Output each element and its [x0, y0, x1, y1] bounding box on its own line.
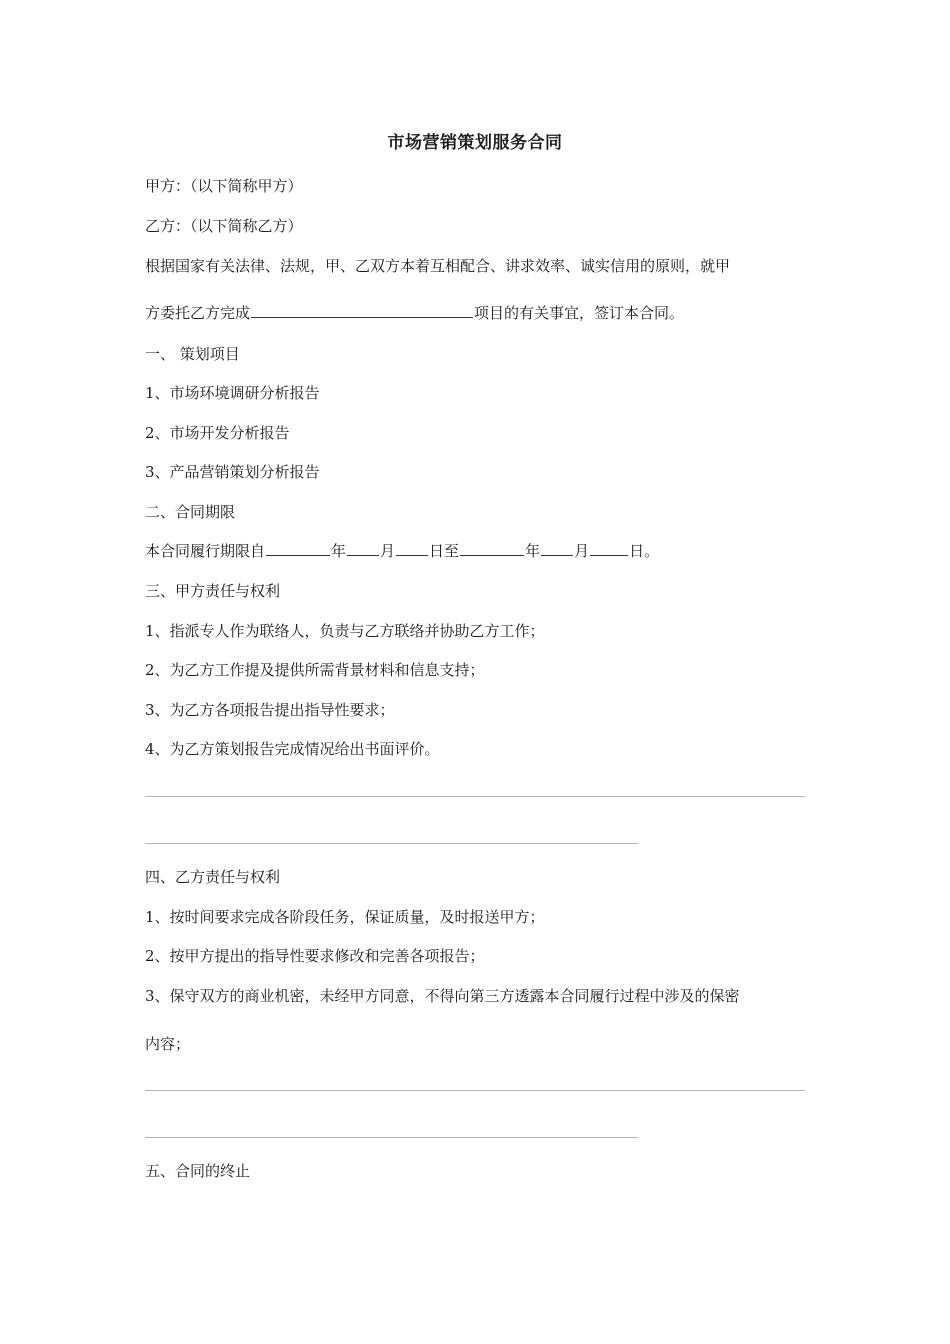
- term-month-label: 月: [380, 542, 396, 560]
- section-3-item-2: 2、为乙方工作提及提供所需背景材料和信息支持；: [145, 661, 485, 679]
- section-3-item-3: 3、为乙方各项报告提出指导性要求；: [145, 701, 395, 719]
- section-1-item-3: 3、产品营销策划分析报告: [145, 463, 320, 481]
- blank-writing-line: [145, 843, 638, 844]
- intro-line-2-after: 项目的有关事宜，签订本合同。: [474, 304, 685, 322]
- section-3-item-1: 1、指派专人作为联络人，负责与乙方联络并协助乙方工作；: [145, 622, 545, 640]
- term-end-label: 日。: [629, 542, 660, 560]
- contract-term-line: [145, 541, 659, 561]
- section-3-heading: 三、甲方责任与权利: [145, 582, 281, 600]
- intro-line-2: [145, 303, 684, 323]
- party-a-line: 甲方：（以下简称甲方）: [145, 177, 303, 195]
- section-4-heading: 四、乙方责任与权利: [145, 868, 281, 886]
- term-year-label: 年: [331, 542, 347, 560]
- section-1-item-2: 2、市场开发分析报告: [145, 424, 290, 442]
- document-title: 市场营销策划服务合同: [387, 133, 563, 153]
- start-day-blank: [396, 541, 428, 556]
- intro-line-1: 根据国家有关法律、法规，甲、乙双方本着互相配合、讲求效率、诚实信用的原则，就甲: [145, 257, 731, 275]
- term-year-label-2: 年: [525, 542, 541, 560]
- term-month-label-2: 月: [574, 542, 590, 560]
- end-year-blank: [460, 541, 524, 556]
- end-month-blank: [541, 541, 573, 556]
- party-b-line: 乙方：（以下简称乙方）: [145, 217, 303, 235]
- project-name-blank: [251, 303, 473, 318]
- end-day-blank: [590, 541, 628, 556]
- section-4-item-3-cont: 内容；: [145, 1035, 191, 1053]
- section-3-item-4: 4、为乙方策划报告完成情况给出书面评价。: [145, 740, 440, 758]
- section-4-item-1: 1、按时间要求完成各阶段任务，保证质量，及时报送甲方；: [145, 908, 545, 926]
- section-2-heading: 二、合同期限: [145, 503, 236, 521]
- start-month-blank: [347, 541, 379, 556]
- blank-writing-line: [145, 1090, 805, 1091]
- term-from-label: 本合同履行期限自: [145, 542, 266, 560]
- section-1-heading: 一、 策划项目: [145, 345, 240, 363]
- term-to-label: 日至: [429, 542, 460, 560]
- section-4-item-2: 2、按甲方提出的指导性要求修改和完善各项报告；: [145, 947, 485, 965]
- section-4-item-3: 3、保守双方的商业机密，未经甲方同意，不得向第三方透露本合同履行过程中涉及的保密: [145, 987, 740, 1005]
- blank-writing-line: [145, 796, 805, 797]
- section-1-item-1: 1、市场环境调研分析报告: [145, 384, 320, 402]
- blank-writing-line: [145, 1137, 638, 1138]
- start-year-blank: [266, 541, 330, 556]
- intro-line-2-before: 方委托乙方完成: [145, 304, 251, 322]
- section-5-heading: 五、合同的终止: [145, 1162, 251, 1180]
